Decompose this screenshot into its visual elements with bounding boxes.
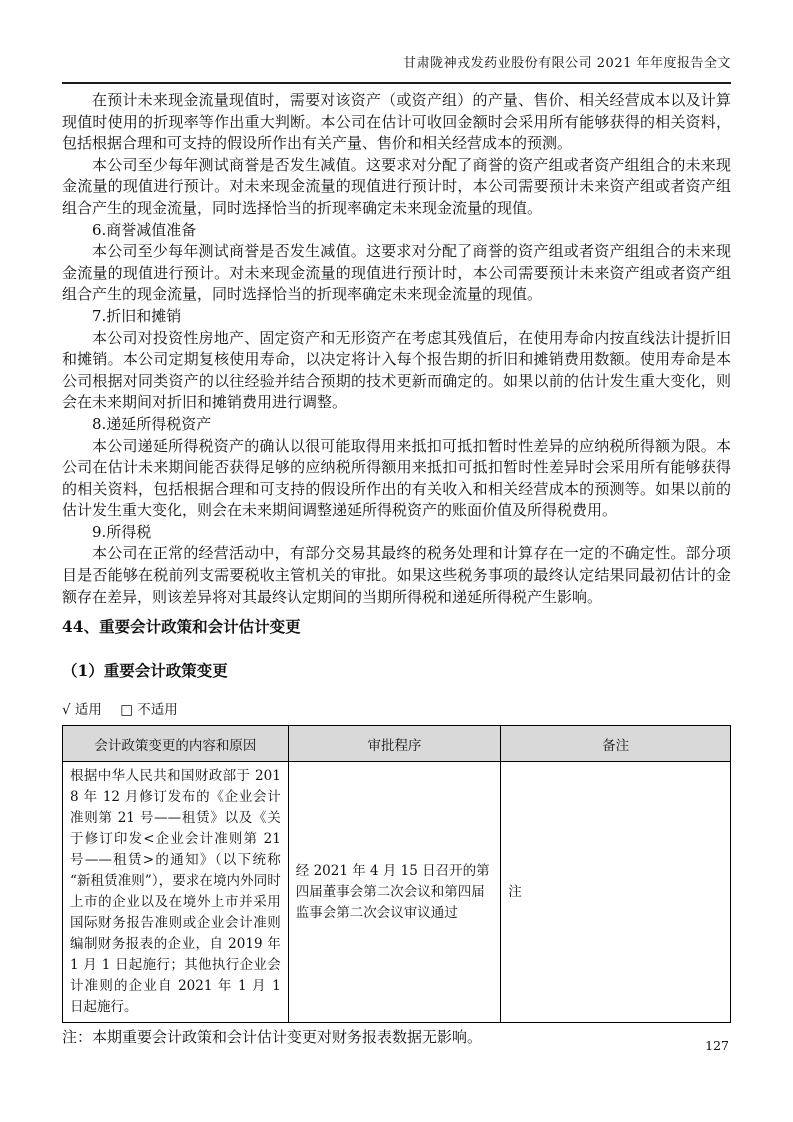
subsection-heading-1: （1）重要会计政策变更 — [62, 661, 228, 681]
item-heading-depreciation-amortization: 7.折旧和摊销 — [92, 306, 182, 325]
table-header-content-reason: 会计政策变更的内容和原因 — [63, 726, 289, 762]
applicability-line — [62, 702, 731, 718]
table-footnote: 注：本期重要会计政策和会计估计变更对财务报表数据无影响。 — [62, 1028, 483, 1047]
table-cell-approval-procedure: 经 2021 年 4 月 15 日召开的第四届董事会第二次会议和第四届监事会第二次会议审议通过 — [288, 762, 500, 1023]
table-cell-remark: 注 — [501, 762, 731, 1023]
body-paragraph: 本公司至少每年测试商誉是否发生减值。这要求对分配了商誉的资产组或者资产组组合的未来现金流量的现值进行预计。对未来现金流量的现值进行预计时，本公司需要预计未来资产组或者资产组组合产生的现金流量，同时选择恰当的折现率确定未来现金流量的现值。 — [62, 155, 731, 217]
item-heading-deferred-tax-assets: 8.递延所得税资产 — [92, 414, 212, 433]
body-paragraph: 本公司递延所得税资产的确认以很可能取得用来抵扣可抵扣暂时性差异的应纳税所得额为限。本公司在估计未来期间能否获得足够的应纳税所得额用来抵扣可抵扣暂时性差异时会采用所有能够获得的相关资料，包括根据合理和可支持的假设所作出的有关收入和相关经营成本的预测等。如果以前的估计发生重大变化，则会在未来期间调整递延所得税资产的账面价值及所得税费用。 — [62, 436, 731, 520]
table-header-row — [63, 726, 731, 762]
table-cell-content-reason: 根据中华人民共和国财政部于 2018 年 12 月修订发布的《企业会计准则第 21 号——租赁》以及《关于修订印发<企业会计准则第 21 号——租赁>的通知》（以下统称“新租赁准则”），要求在境内外同时上市的企业以及在境外上市并采用国际财务报告准则或企业会计准则编制财务报表的企业，自 2019 年 1 月 1 日起施行；其他执行企业会计准则的企业自 2021 年 1 月 1 日起施行。 — [63, 762, 289, 1023]
body-paragraph: 在预计未来现金流量现值时，需要对该资产（或资产组）的产量、售价、相关经营成本以及计算现值时使用的折现率等作出重大判断。本公司在估计可收回金额时会采用所有能够获得的相关资料，包括根据合理和可支持的假设所作出有关产量、售价和相关经营成本的预测。 — [62, 91, 731, 153]
page-number: 127 — [705, 1038, 729, 1053]
item-heading-goodwill-impairment: 6.商誉减值准备 — [92, 220, 197, 239]
body-paragraph: 本公司在正常的经营活动中，有部分交易其最终的税务处理和计算存在一定的不确定性。部分项目是否能够在税前列支需要税收主管机关的审批。如果这些税务事项的最终认定结果同最初估计的金额存在差异，则该差异将对其最终认定期间的当期所得税和递延所得税产生影响。 — [62, 544, 731, 606]
body-paragraph: 本公司至少每年测试商誉是否发生减值。这要求对分配了商誉的资产组或者资产组组合的未来现金流量的现值进行预计。对未来现金流量的现值进行预计时，本公司需要预计未来资产组或者资产组组合产生的现金流量，同时选择恰当的折现率确定未来现金流量的现值。 — [62, 242, 731, 304]
table-header-remark: 备注 — [501, 726, 731, 762]
table-row — [63, 762, 731, 1023]
accounting-policy-change-table — [62, 725, 731, 1023]
section-heading-44: 44、重要会计政策和会计估计变更 — [62, 617, 301, 637]
body-paragraph: 本公司对投资性房地产、固定资产和无形资产在考虑其残值后，在使用寿命内按直线法计提折旧和摊销。本公司定期复核使用寿命，以决定将计入每个报告期的折旧和摊销费用数额。使用寿命是本公司根据对同类资产的以往经验并结合预期的技术更新而确定的。如果以前的估计发生重大变化，则会在未来期间对折旧和摊销费用进行调整。 — [62, 328, 731, 412]
body-text — [62, 90, 731, 608]
item-heading-income-tax: 9.所得税 — [92, 522, 152, 541]
checkbox-not-applicable-unchecked: □ 不适用 — [120, 702, 178, 719]
report-header-title: 甘肃陇神戎发药业股份有限公司 2021 年年度报告全文 — [62, 52, 731, 84]
table-header-approval-procedure: 审批程序 — [288, 726, 500, 762]
checkbox-applicable-checked: √ 适用 — [62, 702, 102, 719]
